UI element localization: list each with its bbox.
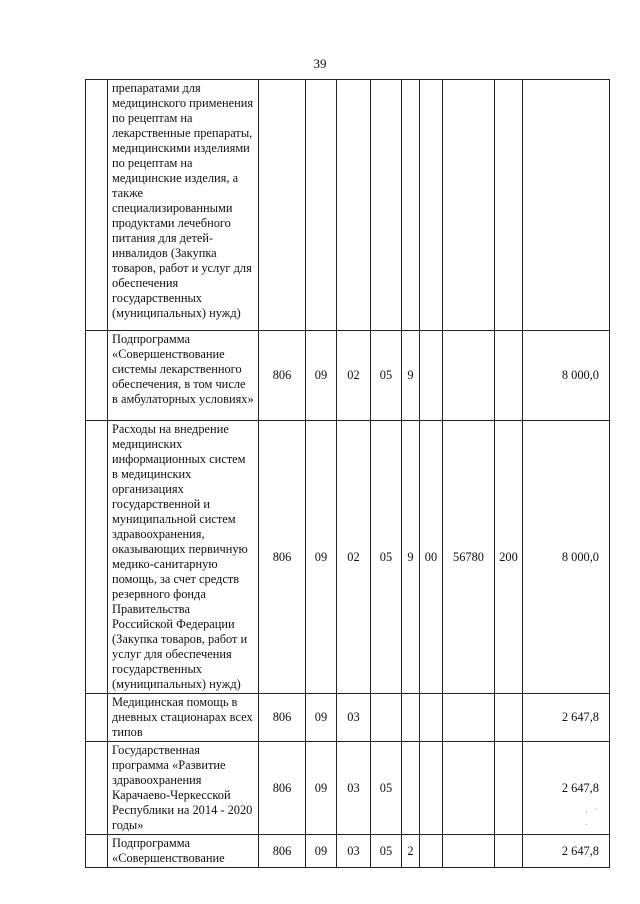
vr-code-cell [495,835,523,868]
subsection-code-cell: 02 [337,421,371,694]
section-code-cell: 09 [306,331,337,421]
expense-code-cell [443,80,495,331]
amount-cell: 8 000,0 [523,421,610,694]
row-index-cell [86,331,108,421]
amount-cell: 2 647,8 [523,742,610,835]
amount-cell: 2 647,8 [523,835,610,868]
row-index-cell [86,421,108,694]
subsection-code-cell [337,80,371,331]
expense-code-cell [443,835,495,868]
expense-code-cell: 56780 [443,421,495,694]
expense-code-cell [443,742,495,835]
program-code-cell: 05 [371,835,402,868]
row-index-cell [86,694,108,742]
expense-code-cell [443,331,495,421]
description-cell: Подпрограмма «Совершенствование [108,835,259,868]
direction-code-cell [420,835,443,868]
description-cell: Государственная программа «Развитие здравоохранения Карачаево-Черкесской Республики на 2014 - 2020 годы» [108,742,259,835]
section-code-cell: 09 [306,694,337,742]
ministry-code-cell [259,80,306,331]
subsection-code-cell: 02 [337,331,371,421]
row-index-cell [86,80,108,331]
row-index-cell [86,742,108,835]
table-row [86,80,610,331]
direction-code-cell [420,80,443,331]
ministry-code-cell: 806 [259,694,306,742]
description-cell: препаратами для медицинского применения по рецептам на лекарственные препараты, медицинскими изделиями по рецептам на медицинские изделия, а также специализированными продуктами лечебного питания для детей-инвалидов (Закупка товаров, работ и услуг для обеспечения государственных (муниципальных) нужд) [108,80,259,331]
subsection-code-cell: 03 [337,742,371,835]
program-code-cell: 05 [371,331,402,421]
table-row [86,835,610,868]
ministry-code-cell: 806 [259,742,306,835]
subsection-code-cell: 03 [337,835,371,868]
amount-cell: 8 000,0 [523,331,610,421]
section-code-cell [306,80,337,331]
subprogram-code-cell [402,80,420,331]
amount-cell: 2 647,8 [523,694,610,742]
description-cell: Подпрограмма «Совершенствование системы лекарственного обеспечения, в том числе в амбулаторных условиях» [108,331,259,421]
amount-cell [523,80,610,331]
subprogram-code-cell [402,742,420,835]
ministry-code-cell: 806 [259,331,306,421]
subprogram-code-cell [402,694,420,742]
row-index-cell [86,835,108,868]
section-code-cell: 09 [306,742,337,835]
program-code-cell [371,694,402,742]
direction-code-cell [420,331,443,421]
subprogram-code-cell: 9 [402,331,420,421]
description-cell: Медицинская помощь в дневных стационарах всех типов [108,694,259,742]
section-code-cell: 09 [306,835,337,868]
vr-code-cell [495,694,523,742]
subsection-code-cell: 03 [337,694,371,742]
direction-code-cell [420,742,443,835]
ministry-code-cell: 806 [259,835,306,868]
direction-code-cell [420,694,443,742]
subprogram-code-cell: 9 [402,421,420,694]
table-row [86,331,610,421]
budget-table [85,79,610,868]
table-row [86,694,610,742]
vr-code-cell: 200 [495,421,523,694]
table-row [86,742,610,835]
table-body [86,80,610,868]
section-code-cell: 09 [306,421,337,694]
scan-mark: · ` . [585,807,600,827]
subprogram-code-cell: 2 [402,835,420,868]
description-cell: Расходы на внедрение медицинских информационных систем в медицинских организациях государственной и муниципальной систем здравоохранения, оказывающих первичную медико-санитарную помощь, за счет средств резервного фонда Правительства Российской Федерации (Закупка товаров, работ и услуг для обеспечения государственных (муниципальных) нужд) [108,421,259,694]
program-code-cell [371,80,402,331]
vr-code-cell [495,742,523,835]
program-code-cell: 05 [371,742,402,835]
program-code-cell: 05 [371,421,402,694]
table-row [86,421,610,694]
vr-code-cell [495,331,523,421]
direction-code-cell: 00 [420,421,443,694]
expense-code-cell [443,694,495,742]
vr-code-cell [495,80,523,331]
ministry-code-cell: 806 [259,421,306,694]
page-number: 39 [313,56,327,71]
